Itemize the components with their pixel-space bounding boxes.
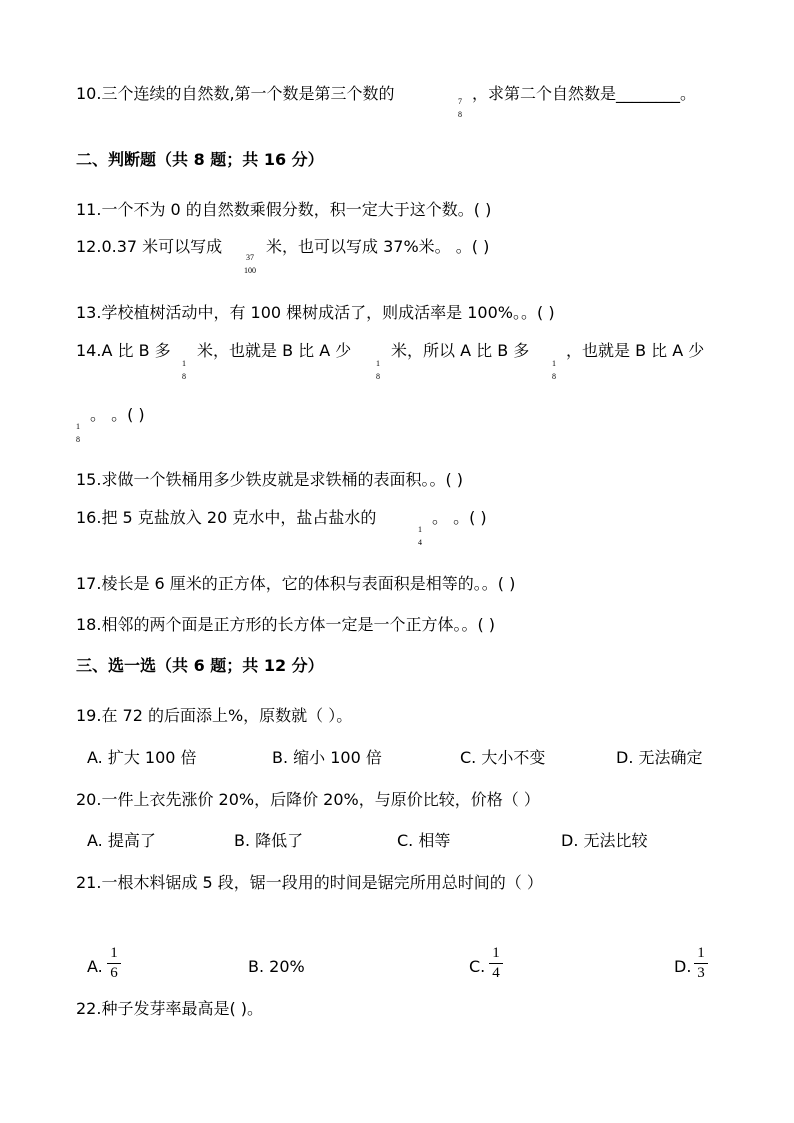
fraction-numerator: 7 [458, 97, 462, 106]
fraction-denominator: 8 [458, 110, 462, 119]
question-21: 21.一根木料锯成 5 段，锯一段用的时间是锯完所用总时间的（ ） [76, 873, 543, 892]
fraction-numerator: 1 [376, 359, 380, 368]
question-12-text-b: 米，也可以写成 37%米。 。( ) [266, 237, 490, 256]
fraction-numerator: 1 [110, 945, 118, 961]
fraction-denominator: 4 [418, 538, 422, 547]
question-21-option-c-fraction [489, 946, 503, 981]
question-21-option-d[interactable] [674, 957, 691, 977]
fraction-numerator: 37 [246, 253, 254, 262]
fraction-numerator: 1 [182, 359, 186, 368]
question-21-option-c[interactable] [469, 957, 485, 977]
question-16-text-b: 。 。( ) [432, 508, 487, 527]
fraction-denominator: 4 [492, 965, 500, 981]
section-3-title: 三、选一选（共 6 题；共 12 分） [76, 656, 324, 675]
question-19: 19.在 72 的后面添上%，原数就（ ）。 [76, 706, 353, 725]
question-12-fraction [238, 254, 262, 275]
question-22: 22.种子发芽率最高是( )。 [76, 999, 264, 1018]
question-14-line-2: 。 。( ) [90, 405, 145, 424]
question-19-option-b[interactable]: B. 缩小 100 倍 [272, 748, 382, 767]
question-14-text-a: 14.A 比 B 多 [76, 341, 171, 360]
question-13: 13.学校植树活动中，有 100 棵树成活了，则成活率是 100%。。( ) [76, 303, 555, 322]
option-letter: A. [87, 957, 103, 976]
question-19-option-c[interactable]: C. 大小不变 [460, 748, 546, 767]
question-19-option-a[interactable]: A. 扩大 100 倍 [87, 748, 197, 767]
question-20-option-c[interactable]: C. 相等 [397, 831, 451, 850]
question-21-option-a[interactable] [87, 957, 103, 977]
question-14-text-d: ，也就是 B 比 A 少 [566, 341, 705, 360]
question-11: 11.一个不为 0 的自然数乘假分数，积一定大于这个数。( ) [76, 200, 492, 219]
option-letter: C. [469, 957, 486, 976]
fraction-denominator: 8 [376, 372, 380, 381]
question-20-option-d[interactable]: D. 无法比较 [561, 831, 648, 850]
fraction-denominator: 8 [76, 435, 80, 444]
question-21-option-a-fraction [107, 946, 121, 981]
fraction-denominator: 8 [182, 372, 186, 381]
question-16-fraction [408, 526, 432, 547]
question-14-text-c: 米，所以 A 比 B 多 [391, 341, 530, 360]
fraction-denominator: 100 [244, 266, 256, 275]
fraction-denominator: 3 [697, 965, 705, 981]
question-18: 18.相邻的两个面是正方形的长方体一定是一个正方体。。( ) [76, 615, 496, 634]
question-17: 17.棱长是 6 厘米的正方体，它的体积与表面积是相等的。。( ) [76, 574, 516, 593]
question-10-fraction [448, 98, 472, 119]
question-21-option-d-fraction [694, 946, 708, 981]
question-21-option-b[interactable]: B. 20% [248, 957, 305, 976]
question-20-option-b[interactable]: B. 降低了 [234, 831, 304, 850]
fraction-numerator: 1 [418, 525, 422, 534]
fraction-numerator: 1 [697, 945, 705, 961]
option-letter: D. [674, 957, 692, 976]
fraction-denominator: 6 [110, 965, 118, 981]
question-16-text-a: 16.把 5 克盐放入 20 克水中，盐占盐水的 [76, 508, 377, 527]
fraction-denominator: 8 [552, 372, 556, 381]
question-12-text-a: 12.0.37 米可以写成 [76, 237, 223, 256]
fraction-numerator: 1 [492, 945, 500, 961]
question-14-fraction-2 [366, 360, 390, 381]
question-19-option-d[interactable]: D. 无法确定 [616, 748, 703, 767]
question-10-text: 10.三个连续的自然数,第一个数是第三个数的 [76, 84, 395, 103]
question-20-option-a[interactable]: A. 提高了 [87, 831, 156, 850]
question-20: 20.一件上衣先涨价 20%，后降价 20%，与原价比较，价格（ ） [76, 790, 540, 809]
question-14-fraction-4 [66, 423, 90, 444]
question-14-fraction-1 [172, 360, 196, 381]
question-10-tail: ，求第二个自然数是________。 [472, 84, 697, 103]
question-15: 15.求做一个铁桶用多少铁皮就是求铁桶的表面积。。( ) [76, 470, 464, 489]
fraction-numerator: 1 [76, 422, 80, 431]
fraction-numerator: 1 [552, 359, 556, 368]
section-2-title: 二、判断题（共 8 题；共 16 分） [76, 150, 324, 169]
question-14-text-b: 米，也就是 B 比 A 少 [197, 341, 352, 360]
question-14-fraction-3 [542, 360, 566, 381]
